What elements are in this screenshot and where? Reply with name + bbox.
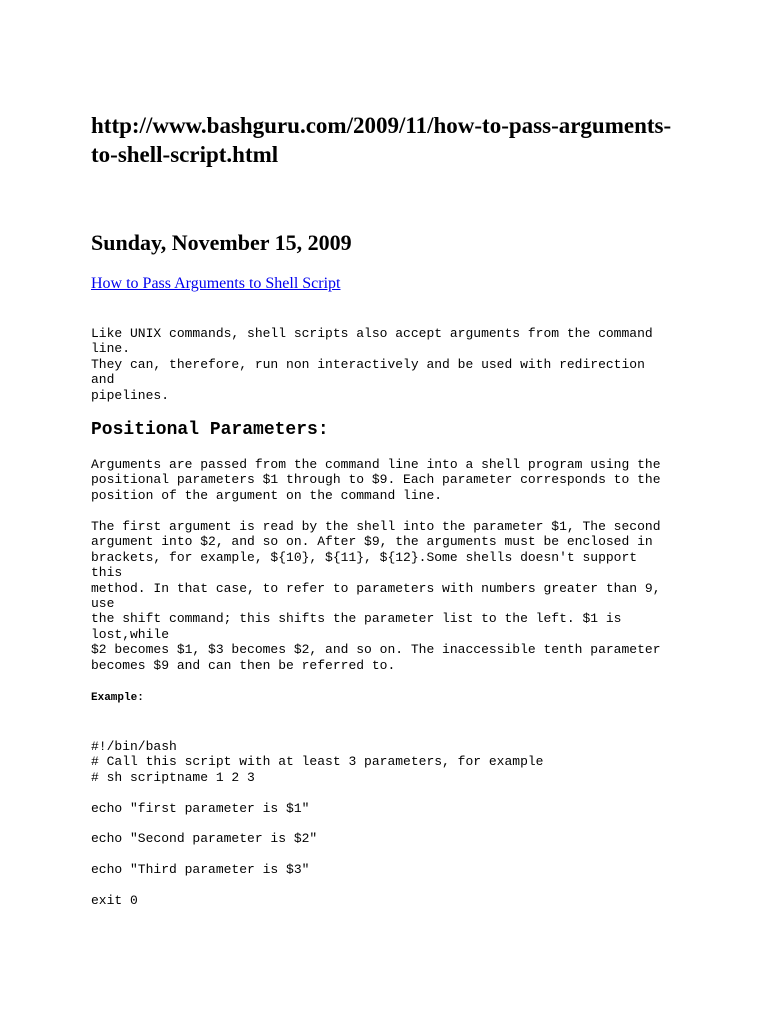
post-date-heading: Sunday, November 15, 2009 <box>91 230 352 255</box>
intro-paragraph: Like UNIX commands, shell scripts also accept arguments from the command line. They can, therefore, run non interactively and be used with redirection and pipelines. <box>91 326 653 403</box>
source-url-heading <box>91 111 691 169</box>
positional-parameters-paragraph: Arguments are passed from the command line into a shell program using the positional parameters $1 through to $9. Each parameter corresponds to the position of the argument on the command line. <box>91 457 661 503</box>
post-title-link[interactable]: How to Pass Arguments to Shell Script <box>91 275 341 292</box>
source-url-line-2: to-shell-script.html <box>91 142 279 167</box>
section-heading-positional-parameters: Positional Parameters: <box>91 420 329 440</box>
code-example: #!/bin/bash # Call this script with at least 3 parameters, for example # sh scriptname 1 2 3 echo "first parameter is $1" echo "Second parameter is $2" echo "Third parameter is $3" exit 0 <box>91 739 544 909</box>
arguments-explanation-paragraph: The first argument is read by the shell into the parameter $1, The second argument into $2, and so on. After $9, the arguments must be enclosed in brackets, for example, ${10}, ${11}, ${12}.Some shells doesn't support this method. In that case, to refer to parameters with numbers greater than 9, use the shift command; this shifts the parameter list to the left. $1 is lost,while $2 becomes $1, $3 becomes $2, and so on. The inaccessible tenth parameter becomes $9 and can then be referred to. <box>91 519 661 673</box>
example-label: Example: <box>91 692 144 704</box>
source-url-line-1: http://www.bashguru.com/2009/11/how-to-pass-arguments- <box>91 113 672 138</box>
